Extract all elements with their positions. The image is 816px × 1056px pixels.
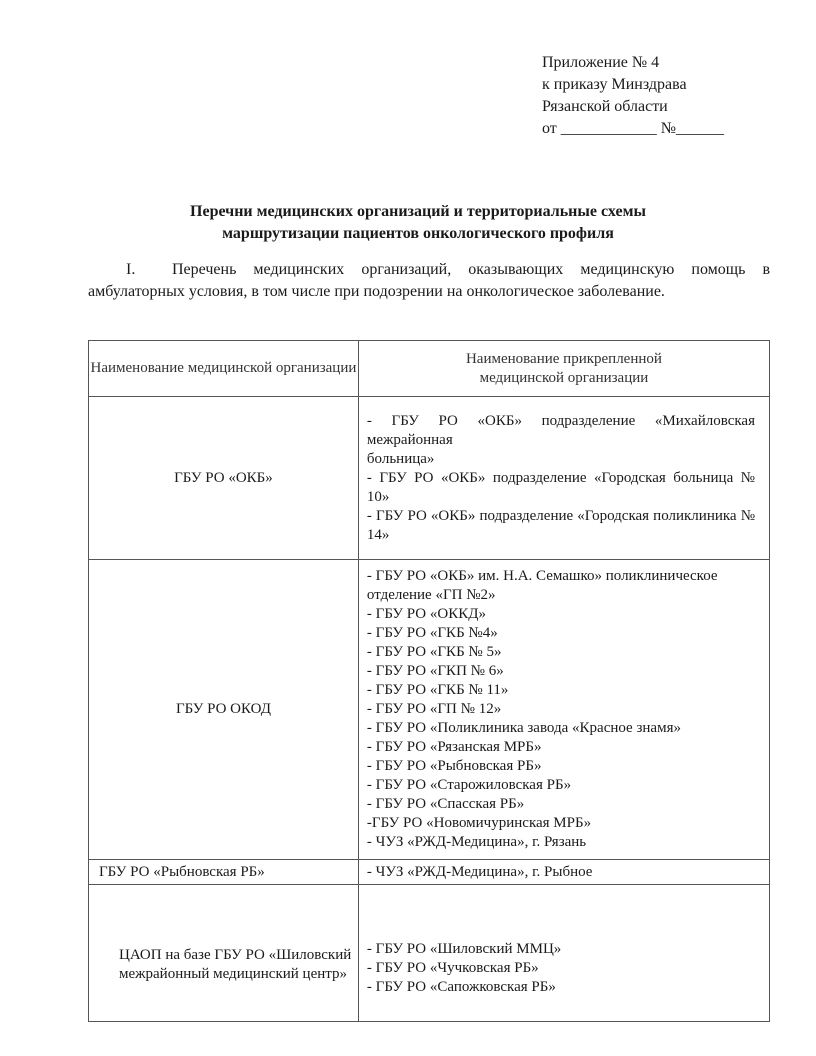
attached-item: - ГБУ РО «ОКБ» подразделение «Городская поликлиника № 14» (366, 507, 755, 543)
attached-cell (358, 560, 769, 860)
attached-item: - ГБУ РО «Шиловский ММЦ» (366, 940, 562, 957)
attached-item: - ГБУ РО «ГКБ №4» (366, 625, 498, 641)
attached-item: - ГБУ РО «Спасская РБ» (366, 796, 525, 812)
attached-cell (358, 397, 769, 560)
section-text: Перечень медицинских организаций, оказывающих медицинскую помощь в амбулаторных условия, в том числе при подозрении на онкологическое заболевание. (88, 261, 770, 300)
table-header-row (89, 341, 770, 397)
attached-item: - ГБУ РО «Сапожковская РБ» (366, 978, 556, 995)
header-col-attached (358, 341, 769, 397)
attached-cell (358, 885, 769, 1022)
attached-item: больница» (366, 450, 435, 467)
attached-item: - ГБУ РО «ОКБ» им. Н.А. Семашко» поликлиническое отделение «ГП №2» (366, 568, 718, 603)
organization-cell: ГБУ РО «Рыбновская РБ» (89, 860, 359, 885)
order-reference: к приказу Минздрава (542, 76, 687, 93)
attached-item: - ГБУ РО «ГКБ № 5» (366, 644, 502, 660)
attached-item: - ГБУ РО «ГП № 12» (366, 701, 502, 717)
table-row (89, 885, 770, 1022)
title-line-2: маршрутизации пациентов онкологического профиля (222, 225, 614, 242)
appendix-header (542, 52, 724, 140)
attached-item: - ЧУЗ «РЖД-Медицина», г. Рыбное (366, 863, 593, 880)
document-title (100, 201, 736, 245)
header-col-attached-line2: медицинской организации (479, 369, 649, 386)
attached-item: - ГБУ РО «ОКБ» подразделение «Михайловская межрайонная (366, 412, 755, 448)
title-line-1: Перечни медицинских организаций и территориальные схемы (190, 203, 646, 220)
appendix-number: Приложение № 4 (542, 54, 660, 71)
attached-item: - ЧУЗ «РЖД-Медицина», г. Рязань (366, 834, 587, 850)
attached-cell (358, 860, 769, 885)
section-intro (88, 259, 770, 303)
organizations-table (88, 340, 770, 1022)
attached-item: - ГБУ РО «ГКП № 6» (366, 663, 504, 679)
order-date-number: от ____________ №______ (542, 120, 725, 137)
header-col-organization: Наименование медицинской организации (89, 341, 359, 397)
header-col-attached-line1: Наименование прикрепленной (465, 350, 662, 367)
attached-item: - ГБУ РО «Чучковская РБ» (366, 959, 539, 976)
organization-cell: ЦАОП на базе ГБУ РО «Шиловский межрайонный медицинский центр» (89, 885, 359, 1022)
organization-cell: ГБУ РО «ОКБ» (89, 397, 359, 560)
attached-item: - ГБУ РО «ОККД» (366, 606, 486, 622)
attached-item: - ГБУ РО «Рыбновская РБ» (366, 758, 542, 774)
organization-cell: ГБУ РО ОКОД (89, 560, 359, 860)
table-row (89, 860, 770, 885)
attached-item: - ГБУ РО «Рязанская МРБ» (366, 739, 542, 755)
attached-item: - ГБУ РО «Поликлиника завода «Красное знамя» (366, 720, 681, 736)
attached-item: -ГБУ РО «Новомичуринская МРБ» (366, 815, 592, 831)
region-name: Рязанской области (542, 98, 668, 115)
attached-item: - ГБУ РО «Старожиловская РБ» (366, 777, 572, 793)
table-row (89, 560, 770, 860)
section-number: I. (126, 261, 136, 278)
attached-item: - ГБУ РО «ГКБ № 11» (366, 682, 509, 698)
attached-item: - ГБУ РО «ОКБ» подразделение «Городская больница № 10» (366, 469, 755, 505)
table-row (89, 397, 770, 560)
